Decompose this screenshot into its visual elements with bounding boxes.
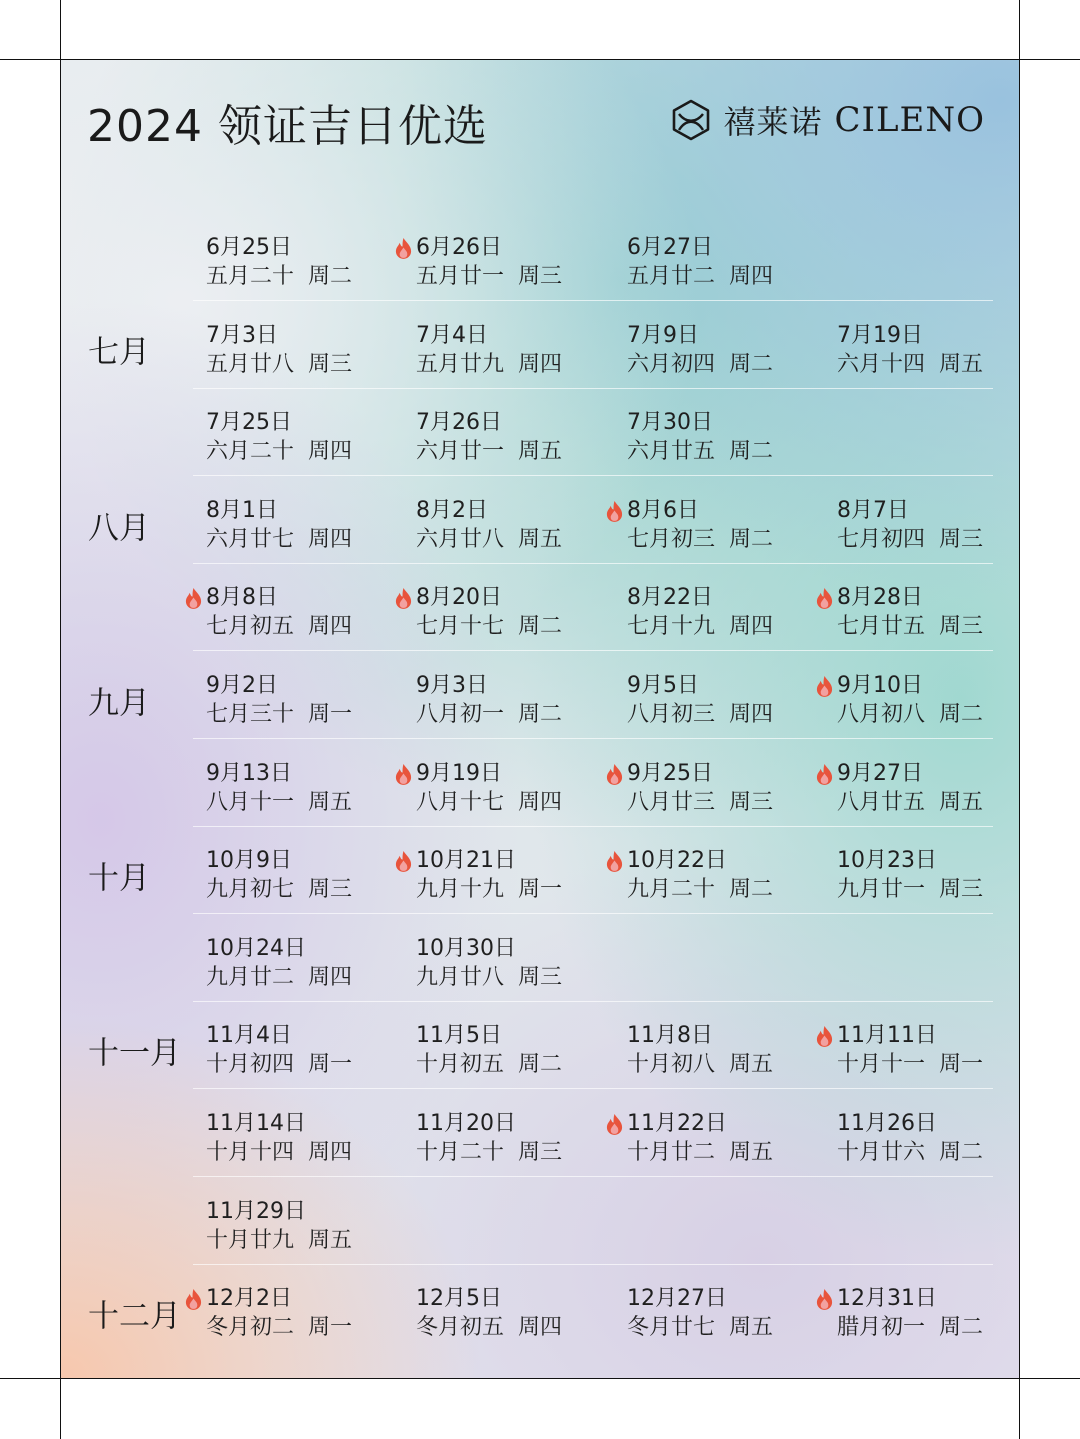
solar-date: 8月7日	[837, 497, 909, 523]
date-entry	[627, 583, 837, 641]
flame-icon	[815, 675, 834, 697]
solar-date: 11月8日	[627, 1023, 713, 1049]
date-entry	[416, 496, 626, 554]
lunar-weekday: 十月二十 周三	[416, 1140, 562, 1165]
solar-date: 9月25日	[627, 760, 713, 786]
date-row	[61, 1089, 1019, 1177]
solar-date: 10月9日	[206, 848, 292, 874]
date-row	[61, 213, 1019, 301]
date-entry	[416, 408, 626, 466]
date-entry	[206, 846, 416, 904]
lunar-weekday: 五月二十 周二	[206, 264, 352, 289]
crop-mark-vertical-right	[1019, 0, 1020, 1439]
solar-date: 9月27日	[837, 760, 923, 786]
solar-date: 12月27日	[627, 1286, 727, 1312]
lunar-weekday: 九月二十 周二	[627, 877, 773, 903]
lunar-weekday: 八月十一 周五	[206, 789, 352, 815]
date-row	[61, 1177, 1019, 1265]
flame-icon	[605, 850, 624, 872]
lunar-weekday: 六月廿八 周五	[416, 526, 562, 552]
flame-icon	[394, 763, 413, 785]
crop-mark-horizontal-bottom	[0, 1378, 1080, 1379]
date-row	[61, 388, 1019, 476]
date-entry	[416, 583, 626, 641]
date-entry	[416, 1109, 626, 1167]
brand	[670, 98, 985, 142]
page-title: 2024 领证吉日优选	[87, 101, 488, 152]
date-entry	[206, 408, 416, 466]
lunar-weekday: 八月廿五 周五	[837, 789, 983, 815]
lunar-weekday: 腊月初一 周二	[837, 1315, 983, 1341]
lunar-weekday: 八月廿三 周三	[627, 789, 773, 815]
month-label: 十月	[88, 860, 150, 897]
lunar-weekday: 九月初七 周三	[206, 877, 352, 903]
flame-icon	[394, 587, 413, 609]
solar-date: 12月5日	[416, 1286, 502, 1312]
lunar-weekday: 八月初八 周二	[837, 702, 983, 727]
lunar-weekday: 十月十四 周四	[206, 1140, 352, 1165]
flame-icon	[184, 587, 203, 609]
date-entry	[837, 583, 1019, 641]
solar-date: 11月11日	[837, 1023, 937, 1049]
date-entry	[206, 233, 416, 291]
solar-date: 8月6日	[627, 497, 699, 523]
solar-date: 7月30日	[627, 410, 713, 436]
date-entry	[416, 1021, 626, 1079]
lunar-weekday: 七月十九 周四	[627, 614, 773, 640]
date-entry	[837, 1021, 1019, 1079]
lunar-weekday: 八月初三 周四	[627, 702, 773, 727]
lunar-weekday: 八月初一 周二	[416, 702, 562, 727]
month-label: 八月	[88, 510, 150, 547]
date-row	[61, 651, 1019, 739]
solar-date: 9月19日	[416, 760, 502, 786]
solar-date: 12月31日	[837, 1286, 937, 1312]
date-entry	[206, 1021, 416, 1079]
date-entry	[627, 1284, 837, 1342]
solar-date: 8月2日	[416, 497, 488, 523]
solar-date: 11月14日	[206, 1111, 306, 1136]
lunar-weekday: 十月初五 周二	[416, 1052, 562, 1078]
solar-date: 9月5日	[627, 673, 699, 698]
solar-date: 7月19日	[837, 322, 923, 348]
month-label: 七月	[88, 334, 150, 371]
solar-date: 10月30日	[416, 935, 516, 961]
lunar-weekday: 冬月初二 周一	[206, 1315, 352, 1341]
date-entry	[416, 846, 626, 904]
date-entry	[206, 934, 416, 992]
date-row	[61, 301, 1019, 389]
solar-date: 11月20日	[416, 1111, 516, 1136]
date-entry	[837, 671, 1019, 729]
date-entry	[627, 233, 837, 291]
solar-date: 8月8日	[206, 585, 278, 611]
flame-icon	[815, 1025, 834, 1047]
lunar-weekday: 冬月初五 周四	[416, 1315, 562, 1341]
lunar-weekday: 十月初八 周五	[627, 1052, 773, 1078]
flame-icon	[394, 850, 413, 872]
solar-date: 10月23日	[837, 848, 937, 874]
date-entry	[416, 671, 626, 729]
flame-icon	[605, 763, 624, 785]
date-row	[61, 1264, 1019, 1352]
solar-date: 9月3日	[416, 673, 488, 698]
month-label: 九月	[88, 685, 150, 722]
solar-date: 6月27日	[627, 235, 713, 260]
lunar-weekday: 六月廿七 周四	[206, 526, 352, 552]
brand-name-en: CILENO	[834, 100, 985, 140]
date-row	[61, 1001, 1019, 1089]
lunar-weekday: 七月三十 周一	[206, 702, 352, 727]
lunar-weekday: 十月廿六 周二	[837, 1140, 983, 1165]
lunar-weekday: 六月二十 周四	[206, 439, 352, 465]
date-row	[61, 476, 1019, 564]
solar-date: 7月25日	[206, 410, 292, 436]
date-entry	[206, 671, 416, 729]
solar-date: 9月10日	[837, 673, 923, 698]
calendar-card	[61, 60, 1019, 1378]
date-entry	[206, 1109, 416, 1167]
solar-date: 7月4日	[416, 322, 488, 348]
lunar-weekday: 七月初五 周四	[206, 614, 352, 640]
date-entry	[206, 759, 416, 817]
solar-date: 10月24日	[206, 935, 306, 961]
date-entry	[416, 1284, 626, 1342]
date-entry	[837, 1109, 1019, 1167]
lunar-weekday: 八月十七 周四	[416, 789, 562, 815]
solar-date: 12月2日	[206, 1286, 292, 1312]
solar-date: 6月26日	[416, 235, 502, 260]
solar-date: 10月22日	[627, 848, 727, 874]
solar-date: 9月13日	[206, 760, 292, 786]
lunar-weekday: 七月廿五 周三	[837, 614, 983, 640]
date-entry	[837, 759, 1019, 817]
lunar-weekday: 十月初四 周一	[206, 1052, 352, 1078]
date-entry	[627, 321, 837, 379]
lunar-weekday: 十月廿九 周五	[206, 1227, 352, 1253]
date-entry	[416, 934, 626, 992]
solar-date: 7月9日	[627, 322, 699, 348]
flame-icon	[815, 587, 834, 609]
date-entry	[416, 759, 626, 817]
lunar-weekday: 五月廿二 周四	[627, 264, 773, 289]
solar-date: 8月28日	[837, 585, 923, 611]
lunar-weekday: 九月廿一 周三	[837, 877, 983, 903]
date-entry	[837, 846, 1019, 904]
lunar-weekday: 六月十四 周五	[837, 351, 983, 377]
brand-logo-icon	[670, 99, 712, 141]
lunar-weekday: 七月十七 周二	[416, 614, 562, 640]
lunar-weekday: 五月廿一 周三	[416, 264, 562, 289]
solar-date: 8月20日	[416, 585, 502, 611]
lunar-weekday: 六月初四 周二	[627, 351, 773, 377]
date-entry	[416, 233, 626, 291]
lunar-weekday: 冬月廿七 周五	[627, 1315, 773, 1341]
date-entry	[627, 1021, 837, 1079]
flame-icon	[394, 237, 413, 259]
lunar-weekday: 九月十九 周一	[416, 877, 562, 903]
lunar-weekday: 七月初四 周三	[837, 526, 983, 552]
date-entry	[206, 583, 416, 641]
date-entry	[837, 496, 1019, 554]
lunar-weekday: 六月廿一 周五	[416, 439, 562, 465]
date-row	[61, 739, 1019, 827]
lunar-weekday: 五月廿九 周四	[416, 351, 562, 377]
date-entry	[627, 408, 837, 466]
lunar-weekday: 九月廿八 周三	[416, 964, 562, 990]
flame-icon	[184, 1288, 203, 1310]
month-label: 十一月	[88, 1035, 181, 1072]
date-entry	[416, 321, 626, 379]
lunar-weekday: 七月初三 周二	[627, 526, 773, 552]
date-entry	[206, 321, 416, 379]
date-entry	[627, 846, 837, 904]
date-row	[61, 826, 1019, 914]
brand-name: 禧莱诺	[723, 103, 823, 141]
solar-date: 9月2日	[206, 673, 278, 698]
solar-date: 8月22日	[627, 585, 713, 611]
lunar-weekday: 十月十一 周一	[837, 1052, 983, 1078]
date-row	[61, 563, 1019, 651]
solar-date: 11月29日	[206, 1198, 306, 1224]
solar-date: 11月5日	[416, 1023, 502, 1049]
flame-icon	[815, 763, 834, 785]
date-entry	[627, 1109, 837, 1167]
solar-date: 11月26日	[837, 1111, 937, 1136]
solar-date: 11月4日	[206, 1023, 292, 1049]
date-entry	[627, 759, 837, 817]
solar-date: 7月26日	[416, 410, 502, 436]
date-entry	[837, 321, 1019, 379]
solar-date: 8月1日	[206, 497, 278, 523]
lunar-weekday: 十月廿二 周五	[627, 1140, 773, 1165]
month-label: 十二月	[88, 1298, 181, 1335]
lunar-weekday: 五月廿八 周三	[206, 351, 352, 377]
solar-date: 7月3日	[206, 322, 278, 348]
date-entry	[627, 496, 837, 554]
date-entry	[627, 671, 837, 729]
flame-icon	[815, 1288, 834, 1310]
lunar-weekday: 六月廿五 周二	[627, 439, 773, 465]
date-entry	[206, 1197, 416, 1255]
flame-icon	[605, 500, 624, 522]
date-entry	[837, 1284, 1019, 1342]
date-entry	[206, 1284, 416, 1342]
solar-date: 10月21日	[416, 848, 516, 874]
date-row	[61, 914, 1019, 1002]
date-entry	[206, 496, 416, 554]
lunar-weekday: 九月廿二 周四	[206, 964, 352, 990]
solar-date: 6月25日	[206, 235, 292, 260]
solar-date: 11月22日	[627, 1111, 727, 1136]
flame-icon	[605, 1113, 624, 1135]
